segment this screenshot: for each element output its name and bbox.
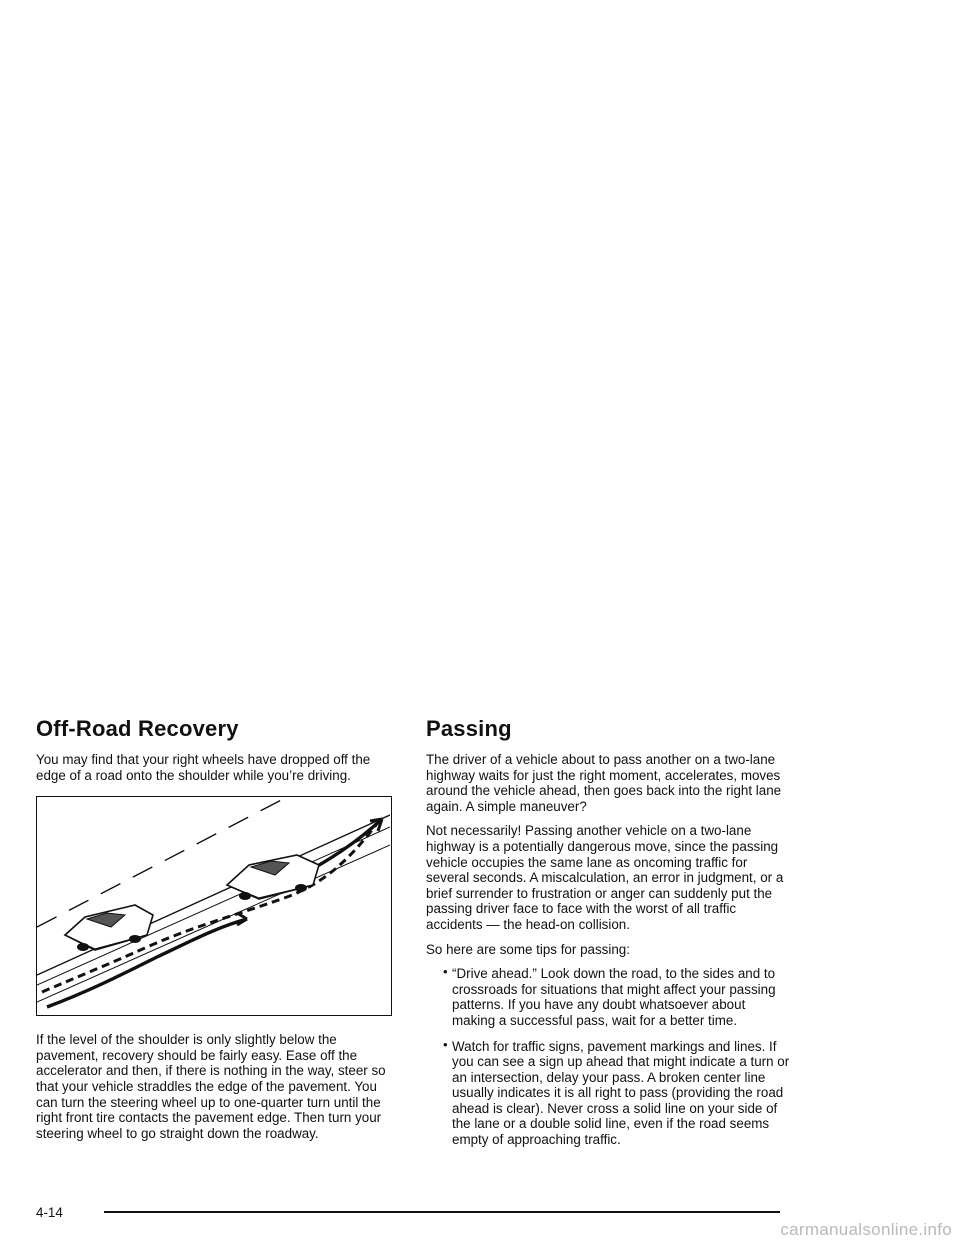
section-heading-passing: Passing <box>426 716 512 741</box>
passing-paragraph-3: So here are some tips for passing: <box>426 941 630 957</box>
footer-rule <box>104 1211 780 1213</box>
off-road-body-paragraph: If the level of the shoulder is only slightly below the pavement, recovery should be fairly easy. Ease off the accelerator and then, if there is nothing in the way, steer so that your vehicle straddles the edge of the pavement. You can turn the steering wheel up to one-quarter turn until the right front tire contacts the pavement edge. Then turn your steering wheel to go straight down the roadway. <box>36 1032 386 1141</box>
section-heading-off-road-recovery: Off-Road Recovery <box>36 716 239 741</box>
pavement-edge-line <box>37 815 390 975</box>
passing-tips-list <box>426 966 790 1148</box>
road-recovery-diagram <box>37 797 390 1014</box>
left-column <box>36 716 396 1150</box>
list-item-text: Watch for traffic signs, pavement markings and lines. If you can see a sign up ahead that might indicate a turn or an intersection, delay your pass. A broken center line usually indicates it is all right to pass (providing the road ahead is clear). Never cross a solid line on your side of the lane or a double solid line, even if the road seems empty of approaching traffic. <box>452 1038 790 1148</box>
watermark-text: carmanualsonline.info <box>780 1220 952 1239</box>
rear-car <box>65 905 153 951</box>
bullet-icon: • <box>443 964 448 980</box>
off-road-intro-paragraph: You may find that your right wheels have dropped off the edge of a road onto the shoulder while you’re driving. <box>36 752 371 783</box>
passing-paragraph-1: The driver of a vehicle about to pass another on a two-lane highway waits for just the right moment, accelerates, moves around the vehicle ahead, then goes back into the right lane again. A simple maneuver? <box>426 752 782 814</box>
off-road-recovery-illustration <box>36 796 392 1016</box>
shoulder-line <box>37 827 390 985</box>
list-item <box>443 964 790 1028</box>
recovery-path-outer <box>42 817 382 992</box>
list-item <box>443 1036 790 1148</box>
front-car <box>227 855 319 900</box>
passing-paragraph-2: Not necessarily! Passing another vehicle on a two-lane highway is a potentially dangerous move, since the passing vehicle occupies the same lane as oncoming traffic for several seconds. A miscalculation, an error in judgment, or a brief surrender to frustration or anger can suddenly put the passing driver face to face with the worst of all traffic accidents — the head-on collision. <box>426 823 784 932</box>
list-item-text: “Drive ahead.” Look down the road, to the sides and to crossroads for situations that might affect your passing patterns. If you have any doubt whatsoever about making a successful pass, wait for a better time. <box>452 966 776 1028</box>
right-column <box>426 716 790 1158</box>
bullet-icon: • <box>443 1036 448 1052</box>
page-number: 4-14 <box>36 1205 63 1220</box>
